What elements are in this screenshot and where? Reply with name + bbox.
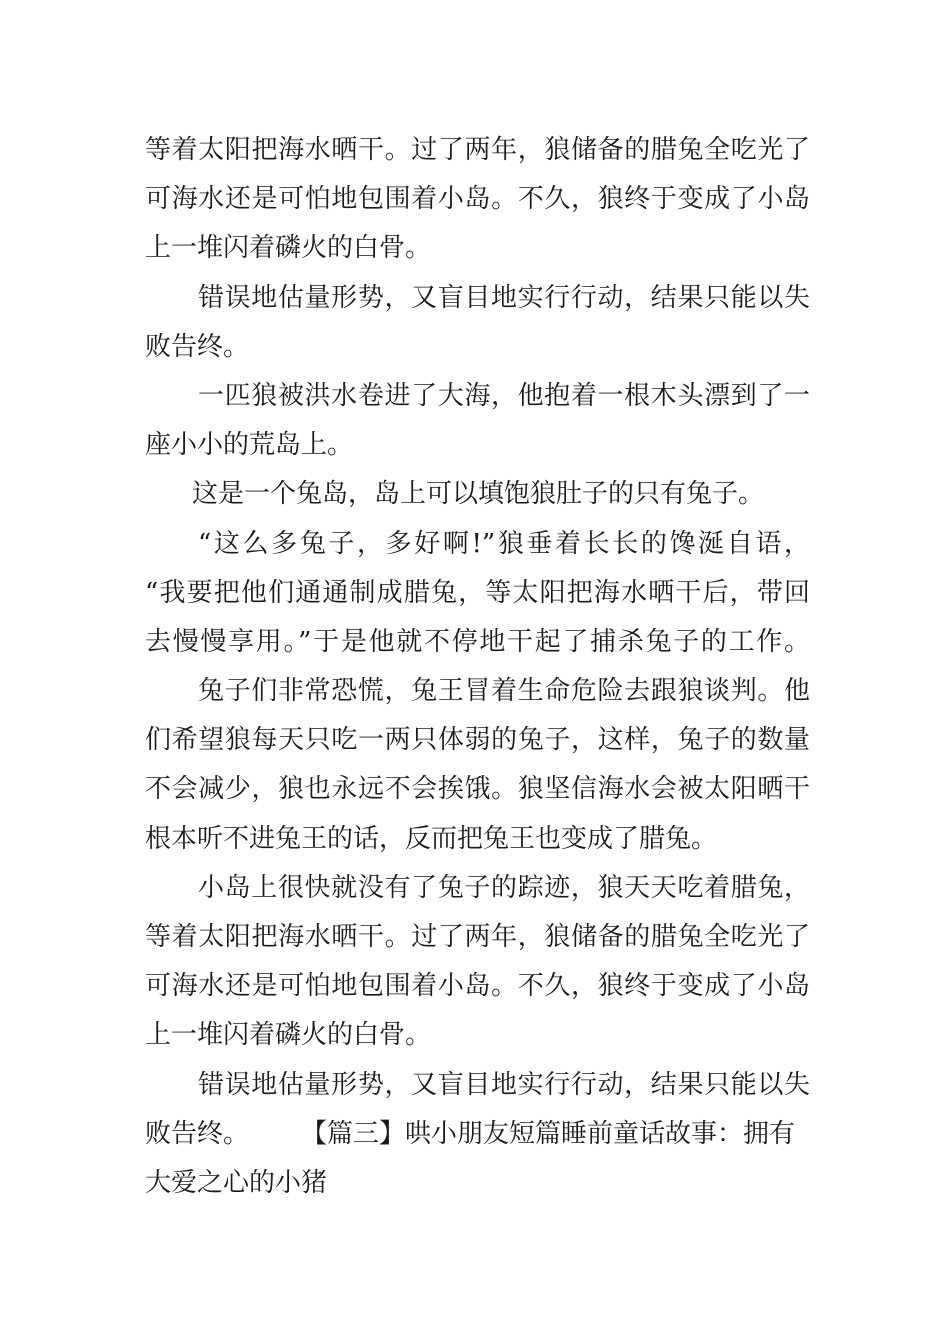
- section-heading: 【篇三】哄小朋友短篇睡前童话故事：拥有: [301, 1118, 796, 1149]
- text-line: 上一堆闪着磷火的白骨。: [145, 1020, 432, 1051]
- text-line: 这是一个兔岛，岛上可以填饱狼肚子的只有兔子。: [192, 479, 765, 510]
- text-line: 上一堆闪着磷火的白骨。: [145, 233, 432, 264]
- text-line: 一匹狼被洪水卷进了大海，他抱着一根木头漂到了一: [198, 380, 810, 411]
- text-line: 可海水还是可怕地包围着小岛。不久，狼终于变成了小岛: [145, 971, 810, 1002]
- text-line: 错误地估量形势，又盲目地实行行动，结果只能以失: [198, 282, 810, 313]
- text-line: 兔子们非常恐慌，兔王冒着生命危险去跟狼谈判。他: [198, 676, 810, 707]
- text-line: “这么多兔子，多好啊!”狼垂着长长的馋涎自语，: [198, 528, 810, 559]
- text-line: 不会减少，狼也永远不会挨饿。狼坚信海水会被太阳晒干: [145, 774, 810, 805]
- text-fragment: 败告终。: [145, 1118, 250, 1149]
- text-line: “我要把他们通通制成腊兔，等太阳把海水晒干后，带回: [145, 577, 810, 608]
- text-line: 败告终。: [145, 331, 250, 362]
- section-heading-continuation: 大爱之心的小猪: [145, 1167, 328, 1198]
- story-text: [145, 126, 810, 1208]
- text-line: 等着太阳把海水晒干。过了两年，狼储备的腊兔全吃光了: [145, 135, 810, 165]
- text-line: 错误地估量形势，又盲目地实行行动，结果只能以失: [198, 1069, 810, 1100]
- text-line: 小岛上很快就没有了兔子的踪迹，狼天天吃着腊兔，: [198, 872, 810, 903]
- text-line-with-heading: [145, 1110, 810, 1159]
- text-line: 去慢慢享用。”于是他就不停地干起了捕杀兔子的工作。: [145, 626, 810, 657]
- text-line: 可海水还是可怕地包围着小岛。不久，狼终于变成了小岛: [145, 184, 810, 215]
- text-line: 等着太阳把海水晒干。过了两年，狼储备的腊兔全吃光了: [145, 922, 810, 952]
- text-line: 根本听不进兔王的话，反而把兔王也变成了腊兔。: [145, 823, 718, 854]
- text-line: 座小小的荒岛上。: [145, 430, 354, 461]
- text-line: 们希望狼每天只吃一两只体弱的兔子，这样，兔子的数量: [145, 725, 810, 756]
